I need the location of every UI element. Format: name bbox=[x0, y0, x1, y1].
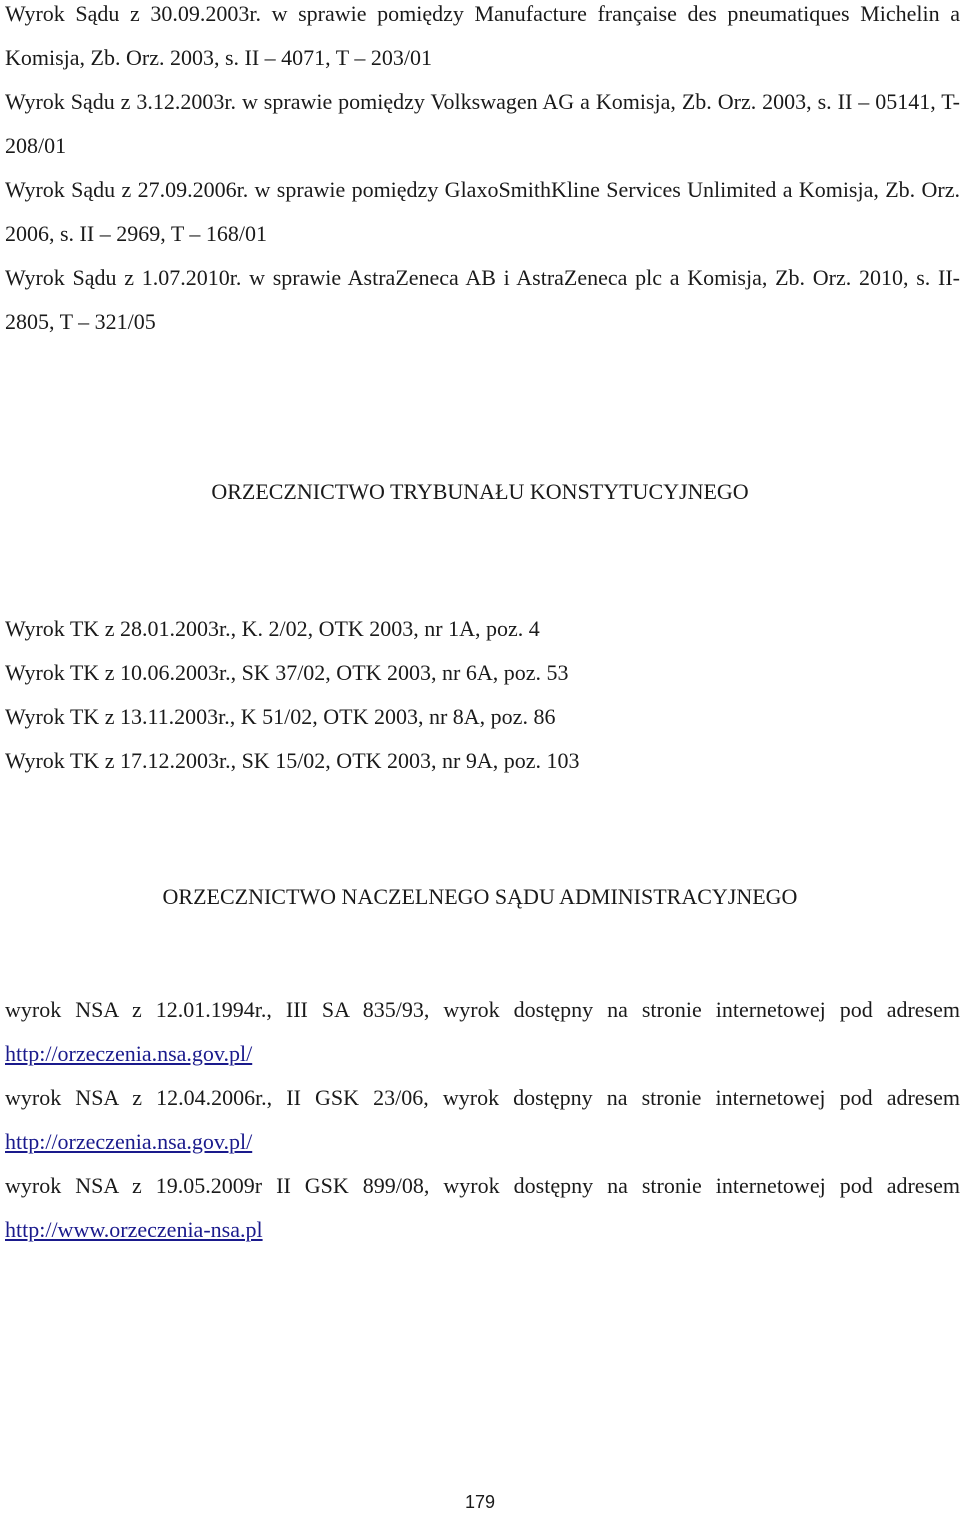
tk-ruling-entry: Wyrok TK z 17.12.2003r., SK 15/02, OTK 2003, nr 9A, poz. 103 bbox=[5, 748, 580, 773]
page-number: 179 bbox=[464, 1492, 496, 1512]
court-rulings-list bbox=[5, 0, 960, 344]
ruling-entry: Wyrok Sądu z 27.09.2006r. w sprawie pomiędzy GlaxoSmithKline Services Unlimited a Komisja, Zb. Orz. 2006, s. II – 2969, T – 168/01 bbox=[5, 177, 960, 246]
nsa-ruling-link[interactable]: http://orzeczenia.nsa.gov.pl/ bbox=[5, 1129, 253, 1154]
tk-ruling-entry: Wyrok TK z 13.11.2003r., K 51/02, OTK 2003, nr 8A, poz. 86 bbox=[5, 704, 556, 729]
nsa-ruling-link[interactable]: http://orzeczenia.nsa.gov.pl/ bbox=[5, 1041, 253, 1066]
tk-ruling-entry: Wyrok TK z 28.01.2003r., K. 2/02, OTK 2003, nr 1A, poz. 4 bbox=[5, 616, 540, 641]
nsa-ruling-entry bbox=[5, 1076, 960, 1164]
ruling-entry: Wyrok Sądu z 3.12.2003r. w sprawie pomiędzy Volkswagen AG a Komisja, Zb. Orz. 2003, s. II – 05141, T-208/01 bbox=[5, 89, 960, 158]
ruling-entry: Wyrok Sądu z 1.07.2010r. w sprawie AstraZeneca AB i AstraZeneca plc a Komisja, Zb. Orz. 2010, s. II- 2805, T – 321/05 bbox=[5, 265, 960, 334]
section-heading-nsa: ORZECZNICTWO NACZELNEGO SĄDU ADMINISTRACYJNEGO bbox=[162, 884, 798, 909]
nsa-ruling-text: wyrok NSA z 19.05.2009r II GSK 899/08, wyrok dostępny na stronie internetowej pod adresem bbox=[5, 1173, 960, 1198]
nsa-ruling-text: wyrok NSA z 12.04.2006r., II GSK 23/06, wyrok dostępny na stronie internetowej pod adresem bbox=[5, 1085, 960, 1110]
tk-rulings-list bbox=[5, 607, 960, 783]
nsa-ruling-entry bbox=[5, 1164, 960, 1252]
nsa-ruling-link[interactable]: http://www.orzeczenia-nsa.pl bbox=[5, 1217, 263, 1242]
tk-ruling-entry: Wyrok TK z 10.06.2003r., SK 37/02, OTK 2003, nr 6A, poz. 53 bbox=[5, 660, 569, 685]
nsa-ruling-entry bbox=[5, 988, 960, 1076]
nsa-ruling-text: wyrok NSA z 12.01.1994r., III SA 835/93, wyrok dostępny na stronie internetowej pod adresem bbox=[5, 997, 960, 1022]
section-heading-tk: ORZECZNICTWO TRYBUNAŁU KONSTYTUCYJNEGO bbox=[211, 479, 749, 504]
ruling-entry: Wyrok Sądu z 30.09.2003r. w sprawie pomiędzy Manufacture française des pneumatiques Michelin a Komisja, Zb. Orz. 2003, s. II – 4071, T – 203/01 bbox=[5, 1, 960, 70]
nsa-rulings-list bbox=[5, 988, 960, 1252]
